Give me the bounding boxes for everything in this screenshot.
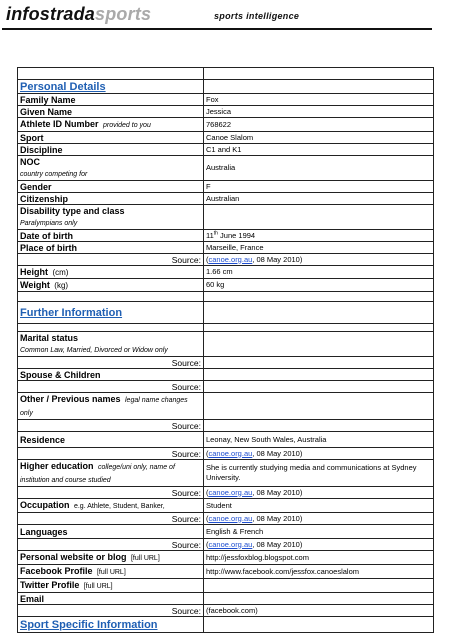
row-height: Height (cm) 1.66 cm xyxy=(18,266,434,279)
section-row-sport xyxy=(18,617,434,633)
row-website: Personal website or blog [full URL] http://jessfoxblog.blogspot.com xyxy=(18,551,434,565)
row-athlete-id xyxy=(18,118,434,132)
section-further-information: Further Information xyxy=(20,307,123,319)
section-row-personal xyxy=(18,80,434,94)
row-residence xyxy=(18,432,434,448)
value-dob[interactable]: 11th June 1994 xyxy=(204,230,434,242)
value-spouse[interactable] xyxy=(204,369,434,381)
row-source-residence: Source: (canoe.org.au, 08 May 2010) xyxy=(18,448,434,460)
note-disability: Paralympians only xyxy=(20,220,78,227)
tagline: sports intelligence xyxy=(214,11,300,21)
label-website: Personal website or blog xyxy=(20,552,127,562)
source-link[interactable]: canoe.org.au xyxy=(208,254,253,264)
top-empty-row xyxy=(18,68,434,80)
value-other-names[interactable] xyxy=(204,393,434,420)
label-occupation: Occupation xyxy=(20,500,70,510)
value-gender[interactable]: F xyxy=(204,181,434,193)
facebook-source: (facebook.com) xyxy=(204,605,434,617)
row-occupation: Occupation e.g. Athlete, Student, Banker, Student xyxy=(18,499,434,513)
value-languages[interactable]: English & French xyxy=(204,525,434,539)
value-given-name[interactable]: Jessica xyxy=(204,106,434,118)
row-facebook: Facebook Profile [full URL] http://www.facebook.com/jessfox.canoeslalom xyxy=(18,565,434,579)
label-discipline: Discipline xyxy=(20,145,63,155)
value-disability[interactable] xyxy=(204,205,434,230)
label-languages: Languages xyxy=(20,527,68,537)
empty-row xyxy=(18,324,434,332)
value-noc[interactable]: Australia xyxy=(204,156,434,181)
note-noc: country competing for xyxy=(20,171,88,178)
header-rule xyxy=(2,28,432,30)
row-given-name xyxy=(18,106,434,118)
row-higher-ed: Higher education college/uni only, name of institution and course studied She is currently studying media and communications at Sydney University. xyxy=(18,460,434,487)
label-weight: Weight xyxy=(20,280,50,290)
value-discipline[interactable]: C1 and K1 xyxy=(204,144,434,156)
label-email: Email xyxy=(20,594,45,604)
row-source-languages: Source: (canoe.org.au, 08 May 2010) xyxy=(18,539,434,551)
row-citizenship xyxy=(18,193,434,205)
value-athlete-id[interactable]: 768622 xyxy=(204,118,434,132)
row-source-marital: Source: xyxy=(18,357,434,369)
athlete-form-table xyxy=(17,67,434,633)
row-email xyxy=(18,593,434,605)
row-noc xyxy=(18,156,434,181)
value-occupation[interactable]: Student xyxy=(204,499,434,513)
value-higher-ed[interactable]: She is currently studying media and communications at Sydney University. xyxy=(204,460,434,487)
row-other-names: Other / Previous names legal name changes only xyxy=(18,393,434,420)
label-facebook: Facebook Profile xyxy=(20,566,93,576)
row-source-occupation: Source: (canoe.org.au, 08 May 2010) xyxy=(18,513,434,525)
document-header xyxy=(0,0,452,32)
label-disability: Disability type and class xyxy=(20,206,125,216)
row-languages xyxy=(18,525,434,539)
note-marital: Common Law, Married, Divorced or Widow only xyxy=(20,347,168,354)
row-gender xyxy=(18,181,434,193)
section-row-further xyxy=(18,302,434,324)
label-athlete-id: Athlete ID Number xyxy=(20,119,99,129)
label-other-names: Other / Previous names xyxy=(20,394,121,404)
value-facebook[interactable]: http://www.facebook.com/jessfox.canoeslalom xyxy=(204,565,434,579)
value-twitter[interactable] xyxy=(204,579,434,593)
row-dob xyxy=(18,230,434,242)
label-higher-ed: Higher education xyxy=(20,461,94,471)
row-pob xyxy=(18,242,434,254)
label-spouse: Spouse & Children xyxy=(20,370,101,380)
row-source-higher-ed: Source: (canoe.org.au, 08 May 2010) xyxy=(18,487,434,499)
label-citizenship: Citizenship xyxy=(20,194,69,204)
row-source-spouse: Source: xyxy=(18,381,434,393)
label-gender: Gender xyxy=(20,182,52,192)
label-twitter: Twitter Profile xyxy=(20,580,80,590)
row-discipline xyxy=(18,144,434,156)
value-residence[interactable]: Leonay, New South Wales, Australia xyxy=(204,432,434,448)
row-family-name xyxy=(18,94,434,106)
row-sport xyxy=(18,132,434,144)
label-noc: NOC xyxy=(20,157,40,167)
label-given-name: Given Name xyxy=(20,107,73,117)
value-height[interactable]: 1.66 cm xyxy=(204,266,434,279)
empty-row xyxy=(18,292,434,302)
value-email[interactable] xyxy=(204,593,434,605)
label-height: Height xyxy=(20,267,48,277)
section-sport-specific: Sport Specific Information xyxy=(20,619,158,631)
value-marital[interactable] xyxy=(204,332,434,357)
value-pob[interactable]: Marseille, France xyxy=(204,242,434,254)
label-residence: Residence xyxy=(20,435,66,445)
value-citizenship[interactable]: Australian xyxy=(204,193,434,205)
value-sport[interactable]: Canoe Slalom xyxy=(204,132,434,144)
value-family-name[interactable]: Fox xyxy=(204,94,434,106)
source-value: (canoe.org.au, 08 May 2010) xyxy=(204,254,434,266)
section-personal-details: Personal Details xyxy=(20,81,106,93)
infostrada-logo: infostradasports xyxy=(6,4,152,24)
row-source-pob xyxy=(18,254,434,266)
row-marital xyxy=(18,332,434,357)
label-family-name: Family Name xyxy=(20,95,76,105)
row-source-facebook: Source: (facebook.com) xyxy=(18,605,434,617)
row-twitter: Twitter Profile [full URL] xyxy=(18,579,434,593)
label-marital: Marital status xyxy=(20,333,79,343)
value-website[interactable]: http://jessfoxblog.blogspot.com xyxy=(204,551,434,565)
row-spouse xyxy=(18,369,434,381)
value-weight[interactable]: 60 kg xyxy=(204,279,434,292)
row-source-other-names: Source: xyxy=(18,420,434,432)
label-pob: Place of birth xyxy=(20,243,78,253)
source-label: Source: xyxy=(18,254,204,266)
label-dob: Date of birth xyxy=(20,231,73,241)
row-weight: Weight (kg) 60 kg xyxy=(18,279,434,292)
note-athlete-id: provided to you xyxy=(102,122,151,129)
row-disability xyxy=(18,205,434,230)
label-sport: Sport xyxy=(20,133,44,143)
